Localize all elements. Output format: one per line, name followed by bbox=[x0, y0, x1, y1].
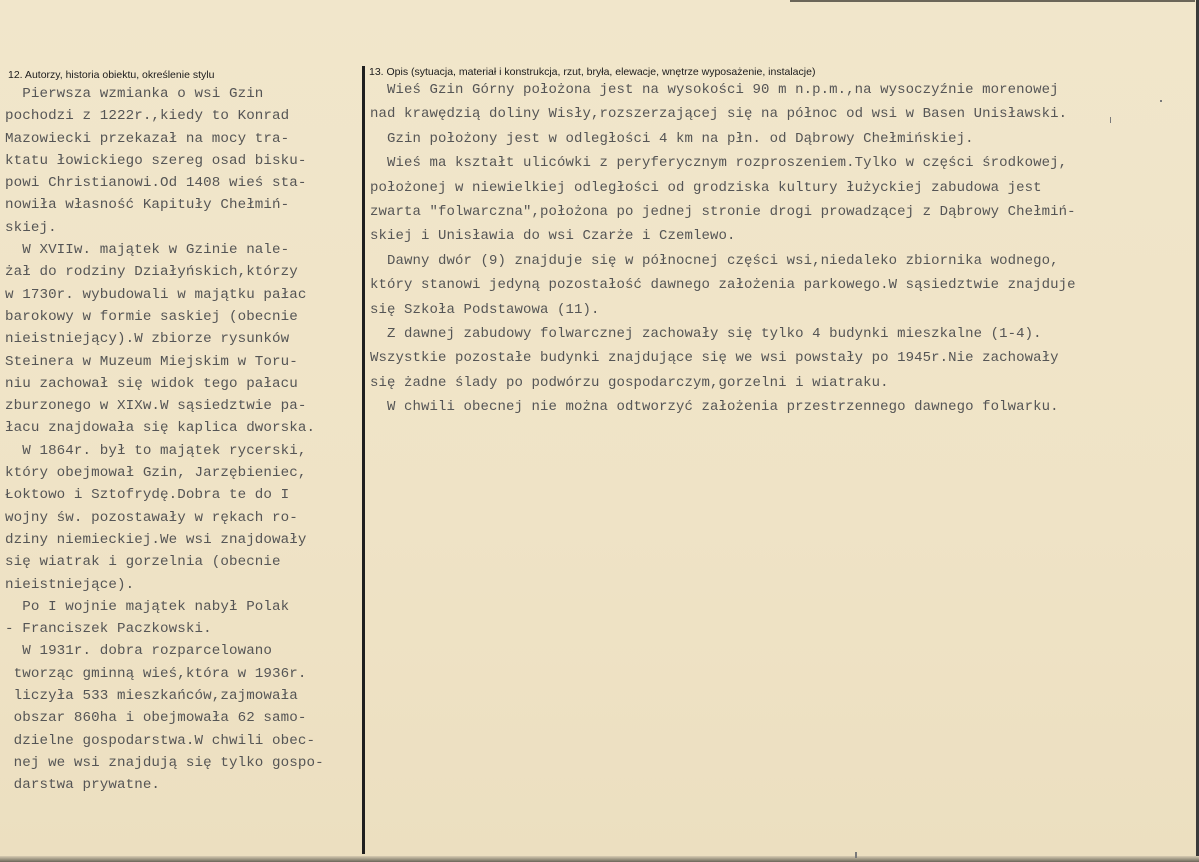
section-12-text bbox=[5, 83, 365, 797]
text-line: położonej w niewielkiej odległości od grodziska kultury łużyckiej zabudowa jest bbox=[370, 179, 1042, 196]
text-line: się żadne ślady po podwórzu gospodarczym,gorzelni i wiatraku. bbox=[370, 374, 889, 391]
text-line: - Franciszek Paczkowski. bbox=[5, 621, 212, 638]
text-line: wojny św. pozostawały w rękach ro- bbox=[5, 509, 298, 526]
ink-speck bbox=[855, 852, 857, 858]
text-line: darstwa prywatne. bbox=[5, 777, 161, 794]
text-line: zburzonego w XIXw.W sąsiedztwie pa- bbox=[5, 398, 307, 415]
section-12-heading: 12. Autorzy, historia obiektu, określenie stylu bbox=[8, 69, 215, 81]
text-line: powi Christianowi.Od 1408 wieś sta- bbox=[5, 175, 307, 192]
text-line: dziny niemieckiej.We wsi znajdowały bbox=[5, 531, 307, 548]
text-line: W XVIIw. majątek w Gzinie nale- bbox=[5, 242, 290, 259]
text-line: Wieś Gzin Górny położona jest na wysokości 90 m n.p.m.,na wysoczyźnie morenowej bbox=[370, 82, 1059, 98]
text-line: skiej i Unisławia do wsi Czarże i Czemlewo. bbox=[370, 228, 736, 245]
text-line: żał do rodziny Działyńskich,którzy bbox=[5, 264, 298, 281]
text-line: Steinera w Muzeum Miejskim w Toru- bbox=[5, 353, 298, 370]
text-line: skiej. bbox=[5, 219, 57, 236]
text-line: W chwili obecnej nie można odtworzyć założenia przestrzennego dawnego folwarku. bbox=[370, 399, 1059, 416]
section-13-heading: 13. Opis (sytuacja, materiał i konstrukcja, rzut, bryła, elewacje, wnętrze wyposażenie, instalacje) bbox=[369, 66, 816, 78]
text-line: liczyła 533 mieszkańców,zajmowała bbox=[5, 688, 298, 705]
text-line: obszar 860ha i obejmowała 62 samo- bbox=[5, 710, 307, 727]
text-line: Wszystkie pozostałe budynki znajdujące się we wsi powstały po 1945r.Nie zachowały bbox=[370, 350, 1059, 367]
text-line: Dawny dwór (9) znajduje się w północnej części wsi,niedaleko zbiornika wodnego, bbox=[370, 252, 1059, 269]
text-line: Z dawnej zabudowy folwarcznej zachowały się tylko 4 budynki mieszkalne (1-4). bbox=[370, 326, 1042, 343]
text-line: Pierwsza wzmianka o wsi Gzin bbox=[5, 86, 264, 102]
text-line: który stanowi jedyną pozostałość dawnego założenia parkowego.W sąsiedztwie znajduje bbox=[370, 277, 1076, 294]
text-line: Wieś ma kształt ulicówki z peryferycznym rozproszeniem.Tylko w części środkowej, bbox=[370, 155, 1068, 172]
text-line: Łoktowo i Sztofrydę.Dobra te do I bbox=[5, 487, 290, 504]
text-line: nieistniejące). bbox=[5, 576, 135, 593]
text-line: W 1864r. był to majątek rycerski, bbox=[5, 442, 307, 459]
text-line: się wiatrak i gorzelnia (obecnie bbox=[5, 554, 281, 571]
text-line: nej we wsi znajdują się tylko gospo- bbox=[5, 754, 324, 771]
text-line: Mazowiecki przekazał na mocy tra- bbox=[5, 130, 290, 147]
text-line: barokowy w formie saskiej (obecnie bbox=[5, 308, 298, 325]
bottom-edge-rule bbox=[0, 856, 1199, 862]
top-rule bbox=[790, 0, 1195, 2]
text-line: w 1730r. wybudowali w majątku pałac bbox=[5, 286, 307, 303]
text-line: łacu znajdowała się kaplica dworska. bbox=[5, 420, 316, 437]
text-line: zwarta "folwarczna",położona po jednej stronie drogi prowadzącej z Dąbrowy Chełmiń- bbox=[370, 204, 1076, 221]
text-line: nieistniejący).W zbiorze rysunków bbox=[5, 331, 290, 348]
text-line: nad krawędzią doliny Wisły,rozszerzającej się na północ od wsi w Basen Unisławski. bbox=[370, 106, 1068, 123]
text-line: który obejmował Gzin, Jarzębieniec, bbox=[5, 465, 307, 482]
text-line: nowiła własność Kapituły Chełmiń- bbox=[5, 197, 290, 214]
text-line: dzielne gospodarstwa.W chwili obec- bbox=[5, 732, 316, 749]
text-line: pochodzi z 1222r.,kiedy to Konrad bbox=[5, 108, 290, 125]
text-line: ktatu łowickiego szereg osad bisku- bbox=[5, 152, 307, 169]
section-13-text bbox=[370, 78, 1192, 420]
text-line: W 1931r. dobra rozparcelowano bbox=[5, 643, 273, 660]
text-line: Po I wojnie majątek nabył Polak bbox=[5, 598, 290, 615]
text-line: Gzin położony jest w odległości 4 km na płn. od Dąbrowy Chełmińskiej. bbox=[370, 130, 974, 147]
text-line: się Szkoła Podstawowa (11). bbox=[370, 301, 600, 318]
text-line: tworząc gminną wieś,która w 1936r. bbox=[5, 665, 307, 682]
text-line: niu zachował się widok tego pałacu bbox=[5, 375, 298, 392]
